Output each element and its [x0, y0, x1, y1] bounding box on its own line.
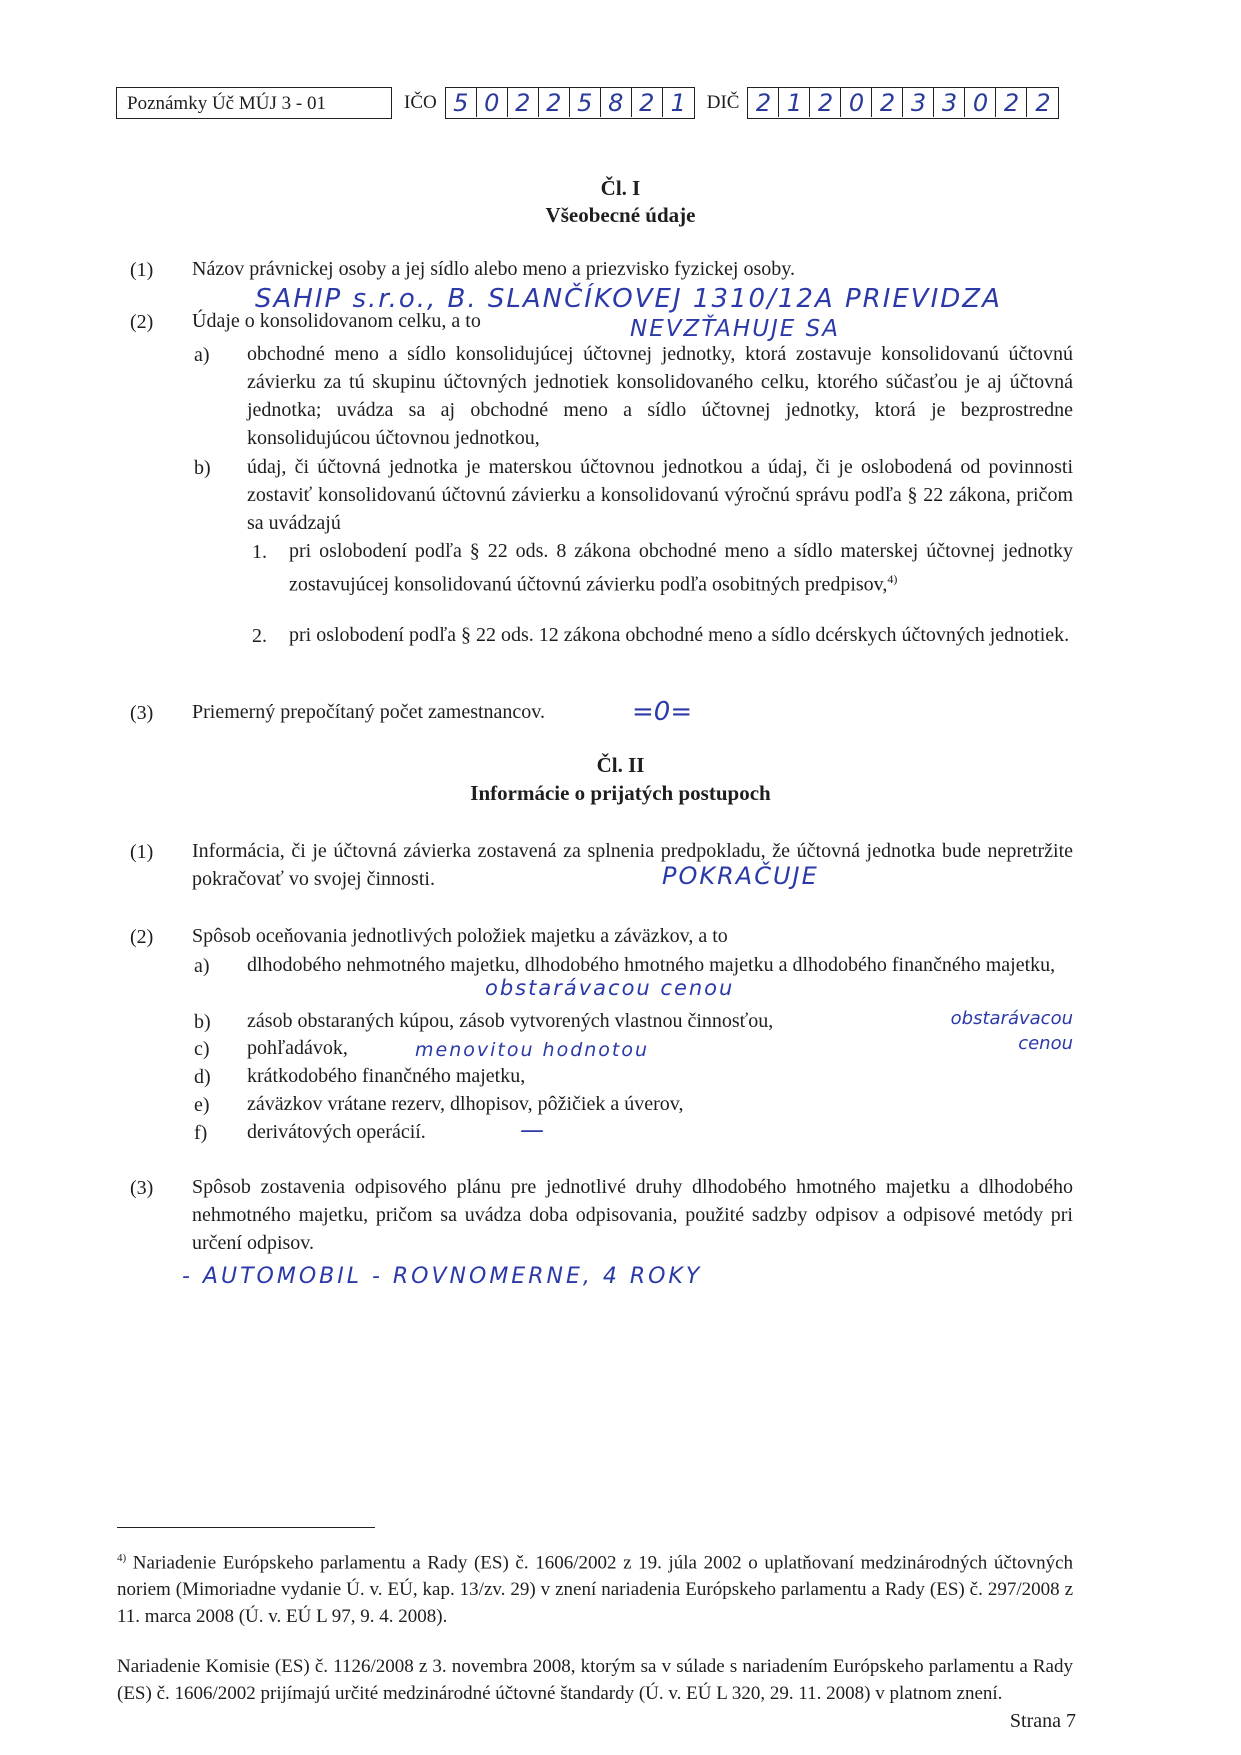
- dic-digit[interactable]: 3: [934, 88, 965, 117]
- article-2-title: Čl. II: [596, 753, 645, 777]
- item-label: b): [194, 1011, 211, 1033]
- dic-digit[interactable]: 1: [779, 88, 810, 117]
- company-name-handwritten[interactable]: SAHIP s.r.o., B. SLANČÍKOVEJ 1310/12A PRIEVIDZA: [255, 284, 1002, 314]
- footnote-2: Nariadenie Komisie (ES) č. 1126/2008 z 3. novembra 2008, ktorým sa v súlade s nariadením Európskeho parlamentu a Rady (ES) č. 1606/2002 prijímajú určité medzinárodné účtovné štandardy (Ú. v. EÚ L 320, 29. 11. 2008) v platnom znení.: [117, 1656, 1073, 1704]
- dic-digit[interactable]: 2: [748, 88, 779, 117]
- ico-digit[interactable]: 5: [446, 88, 477, 117]
- art1-p1-text: Názov právnickej osoby a jej sídlo alebo meno a priezvisko fyzickej osoby.: [192, 258, 795, 280]
- art1-b1-label: 1.: [252, 541, 267, 563]
- art2-p3-text: Spôsob zostavenia odpisového plánu pre jednotlivé druhy dlhodobého hmotného majetku a dlhodobého nehmotného majetku, pričom sa uvádza doba odpisovania, použité sadzby odpisov a odpisové metódy pri určení odpisov.: [192, 1176, 1073, 1254]
- item-text: záväzkov vrátane rezerv, dlhopisov, pôžičiek a úverov,: [247, 1093, 684, 1115]
- valuation-handwritten[interactable]: obstarávacou cenou: [485, 976, 735, 1000]
- ico-digit[interactable]: 2: [508, 88, 539, 117]
- art1-b2-text: pri oslobodení podľa § 22 ods. 12 zákona obchodné meno a sídlo dcérskych účtovných jednotiek.: [289, 624, 1070, 646]
- dic-digit[interactable]: 3: [903, 88, 934, 117]
- ico-digit[interactable]: 5: [570, 88, 601, 117]
- footnote-ref[interactable]: 4): [887, 572, 898, 586]
- valuation-handwritten[interactable]: menovitou hodnotou: [415, 1039, 650, 1061]
- dic-digit[interactable]: 2: [872, 88, 903, 117]
- going-concern-handwritten[interactable]: POKRAČUJE: [662, 862, 819, 890]
- art1-b2-label: 2.: [252, 625, 267, 647]
- footnote-divider: [117, 1527, 375, 1528]
- item-text: dlhodobého nehmotného majetku, dlhodobého hmotného majetku a dlhodobého finančného majetku,: [247, 954, 1056, 976]
- art2-p1-number: (1): [130, 841, 154, 863]
- footnote-1-text: Nariadenie Európskeho parlamentu a Rady (ES) č. 1606/2002 z 19. júla 2002 o uplatňovaní medzinárodných účtovných noriem (Mimoriadne vydanie Ú. v. EÚ, kap. 13/zv. 29) v znení nariadenia Európskeho parlamentu a Rady (ES) č. 297/2008 z 11. marca 2008 (Ú. v. EÚ L 97, 9. 4. 2008).: [117, 1552, 1074, 1628]
- footnote-1: [117, 1545, 1073, 1630]
- art2-p2-number: (2): [130, 926, 154, 948]
- art1-b1-text: [289, 537, 1073, 599]
- art1-p1-number: (1): [130, 259, 154, 281]
- article-2-subtitle: Informácie o prijatých postupoch: [470, 781, 771, 805]
- art1-b-label: b): [194, 457, 211, 479]
- dic-digit[interactable]: 0: [965, 88, 996, 117]
- page-number: Strana 7: [1009, 1710, 1076, 1732]
- ico-digit[interactable]: 2: [539, 88, 570, 117]
- item-label: a): [194, 955, 210, 977]
- item-text: zásob obstaraných kúpou, zásob vytvorených vlastnou činnosťou,: [247, 1010, 774, 1032]
- item-text: pohľadávok,: [247, 1037, 348, 1059]
- art2-p2-text: Spôsob oceňovania jednotlivých položiek majetku a záväzkov, a to: [192, 925, 728, 947]
- item-label: f): [194, 1122, 208, 1144]
- art1-b-text: údaj, či účtovná jednotka je materskou účtovnou jednotkou a údaj, či je oslobodená od povinnosti zostaviť konsolidovanú účtovnú závierku a konsolidovanú výročnú správu podľa § 22 zákona, pričom sa uvádzajú: [247, 456, 1073, 534]
- valuation-handwritten[interactable]: obstarávacou cenou: [950, 1008, 1073, 1054]
- footnote-mark: 4): [117, 1552, 127, 1564]
- item-text: krátkodobého finančného majetku,: [247, 1065, 526, 1087]
- dic-digit[interactable]: 2: [996, 88, 1027, 117]
- dic-boxes[interactable]: [747, 87, 1059, 119]
- item-label: c): [194, 1038, 210, 1060]
- art1-a-label: a): [194, 344, 210, 366]
- art1-p2-text: Údaje o konsolidovanom celku, a to: [192, 310, 481, 332]
- ico-boxes[interactable]: [445, 87, 695, 119]
- art2-p1-text: Informácia, či je účtovná závierka zostavená za splnenia predpokladu, že účtovná jednotka bude nepretržite pokračovať vo svojej činnosti.: [192, 840, 1073, 890]
- ico-label: IČO: [404, 92, 437, 113]
- depreciation-handwritten[interactable]: - AUTOMOBIL - ROVNOMERNE, 4 ROKY: [182, 1264, 703, 1289]
- employees-count-handwritten[interactable]: =0=: [632, 697, 693, 727]
- art2-p3-number: (3): [130, 1177, 154, 1199]
- dic-label: DIČ: [706, 92, 740, 113]
- art1-b1-body: pri oslobodení podľa § 22 ods. 8 zákona obchodné meno a sídlo materskej účtovnej jednotky zostavujúcej konsolidovanú účtovnú závierku podľa osobitných predpisov,: [289, 540, 1073, 596]
- art1-a-text: obchodné meno a sídlo konsolidujúcej účtovnej jednotky, ktorá zostavuje konsolidovanú účtovnú závierku za tú skupinu účtovných jednotiek konsolidovaného celku, ktorého súčasťou je aj účtovná jednotka; uvádza sa aj obchodné meno a sídlo účtovnej jednotky, ktorá je bezprostredne konsolidujúcou účtovnou jednotkou,: [247, 343, 1073, 449]
- dic-digit[interactable]: 2: [1035, 89, 1051, 117]
- dic-digit[interactable]: 2: [810, 88, 841, 117]
- ico-digit[interactable]: 8: [601, 88, 632, 117]
- ico-digit[interactable]: 0: [477, 88, 508, 117]
- consolidation-handwritten[interactable]: NEVZŤAHUJE SA: [630, 316, 840, 342]
- art1-p3-number: (3): [130, 702, 154, 724]
- item-label: e): [194, 1094, 210, 1116]
- item-label: d): [194, 1066, 211, 1088]
- art1-p2-number: (2): [130, 311, 154, 333]
- ico-digit[interactable]: 2: [632, 88, 663, 117]
- ico-digit[interactable]: 1: [670, 89, 686, 117]
- article-1-title: Čl. I: [600, 176, 641, 200]
- art1-p3-text: Priemerný prepočítaný počet zamestnancov.: [192, 701, 546, 723]
- form-label: Poznámky Úč MÚJ 3 - 01: [116, 87, 392, 119]
- valuation-handwritten[interactable]: —: [520, 1116, 544, 1144]
- item-text: derivátových operácií.: [247, 1121, 426, 1143]
- dic-digit[interactable]: 0: [841, 88, 872, 117]
- article-1-subtitle: Všeobecné údaje: [545, 203, 696, 227]
- header-row: [116, 86, 1059, 120]
